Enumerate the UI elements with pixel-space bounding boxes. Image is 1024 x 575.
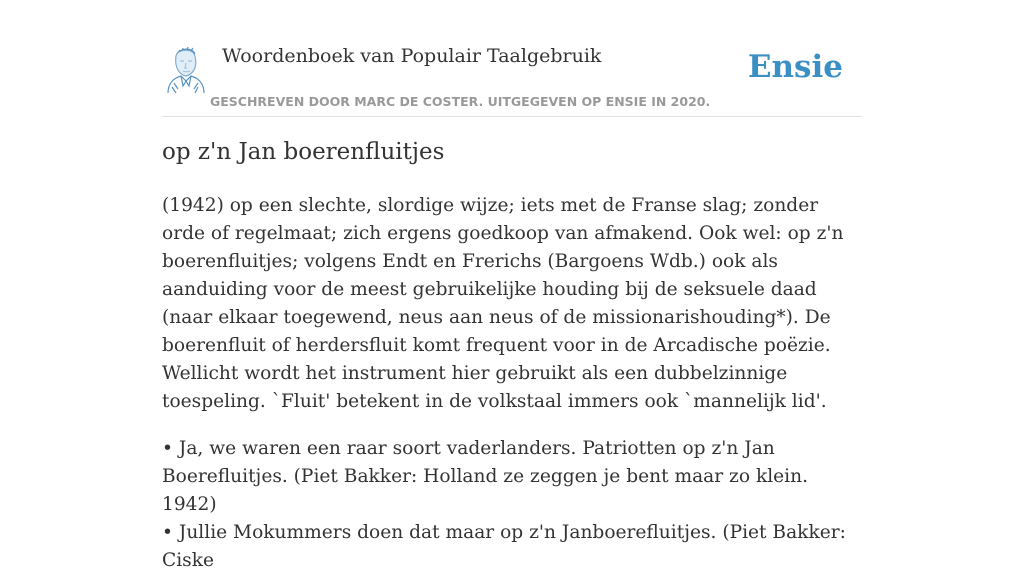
byline: GESCHREVEN DOOR MARC DE COSTER. UITGEGEVEN OP ENSIE IN 2020.: [210, 94, 711, 109]
entry-definition: (1942) op een slechte, slordige wijze; iets met de Franse slag; zonder orde of regelmaat; zich ergens goedkoop van afmakend. Ook wel: op z'n boerenfluitjes; volgens Endt en Frerichs (Bargoens Wdb.) ook als aanduiding voor de meest gebruikelijke houding bij de seksuele daad (naar elkaar toegewend, neus aan neus of de missionarishouding*). De boerenfluit of herdersfluit komt frequent voor in de Arcadische poëzie. Wellicht wordt het instrument hier gebruikt als een dubbelzinnige toespeling. `Fluit' betekent in de volkstaal immers ook `mannelijk lid'.: [162, 195, 844, 412]
book-title[interactable]: Woordenboek van Populair Taalgebruik: [222, 45, 602, 67]
author-portrait-icon[interactable]: [162, 45, 210, 95]
list-item: • Jullie Mokummers doen dat maar op z'n Janboerefluitjes. (Piet Bakker: Ciske: [162, 522, 846, 571]
entry-title: op z'n Jan boerenfluitjes: [162, 139, 445, 165]
ensie-logo[interactable]: Ensie: [747, 49, 843, 85]
header: [162, 0, 862, 117]
quote-list: [162, 435, 862, 575]
list-item: • Ja, we waren een raar soort vaderlanders. Patriotten op z'n Jan Boerefluitjes. (Piet Bakker: Holland ze zeggen je bent maar zo klein. 1942): [162, 438, 809, 515]
page: [162, 0, 862, 571]
